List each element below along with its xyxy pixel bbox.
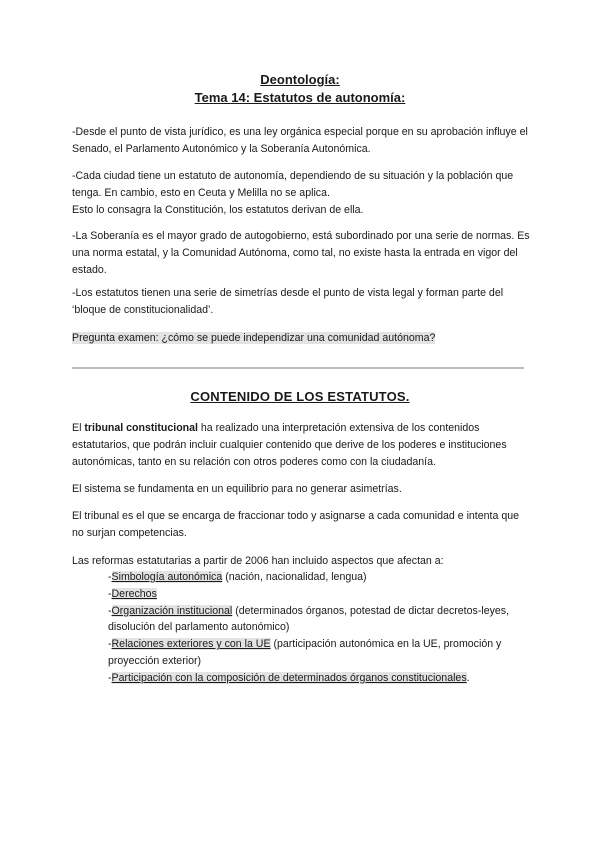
document-title: Deontología: [260, 72, 340, 87]
list-item-label: Participación con la composición de determinados órganos constitucionales [111, 671, 467, 684]
exam-question-text: Pregunta examen: ¿cómo se puede independizar una comunidad autónoma? [72, 332, 436, 344]
intro-paragraph-2-line-a: -Cada ciudad tiene un estatuto de autonomía, dependiendo de su situación y la población que tenga. En cambio, esto en Ceuta y Melilla no se aplica. [72, 170, 514, 199]
list-dash: - [108, 571, 112, 583]
tribunal-constitucional-term: tribunal constitucional [84, 422, 198, 434]
list-item [108, 636, 548, 670]
section-heading: CONTENIDO DE LOS ESTATUTOS. [190, 389, 410, 404]
list-item-label: Relaciones exteriores y con la UE [111, 638, 271, 651]
section-paragraph-1 [72, 420, 532, 470]
list-item-label: Organización institucional [111, 604, 233, 617]
list-item [108, 603, 548, 637]
list-item-detail: (participación autonómica en la UE, promoción y proyección exterior) [108, 638, 502, 667]
section-divider [72, 367, 524, 369]
list-item [108, 586, 548, 603]
intro-paragraph-4: -Los estatutos tienen una serie de simetrías desde el punto de vista legal y forman parte del ‘bloque de constitucionalidad’. [72, 287, 504, 316]
list-dash: - [108, 604, 112, 617]
intro-paragraph-3: -La Soberanía es el mayor grado de autogobierno, está subordinado por una serie de normas. Es una norma estatal, y la Comunidad Autónoma, como tal, no existe hasta la entrada en vigor del estado. [72, 230, 530, 276]
exam-question [72, 330, 532, 347]
list-item-detail: (nación, nacionalidad, lengua) [222, 571, 367, 583]
list-dash: - [108, 587, 112, 600]
section-paragraph-1-prefix: El [72, 422, 85, 434]
section-paragraph-4: Las reformas estatutarias a partir de 2006 han incluido aspectos que afectan a: [72, 555, 444, 567]
list-item-detail: . [466, 671, 470, 684]
section-paragraph-3: El tribunal es el que se encarga de fraccionar todo y asignarse a cada comunidad e intenta que no surjan competencias. [72, 510, 519, 539]
section-paragraph-1-rest: ha realizado una interpretación extensiva de los contenidos estatutarios, que podrán incluir cualquier contenido que derive de los poderes e instituciones autonómicas, tanto en su relación con otros poderes como con la ciudadanía. [72, 422, 507, 468]
list-item-label: Derechos [111, 587, 157, 600]
reform-aspects-list [72, 569, 548, 687]
list-item-label: Simbología autonómica [111, 571, 223, 583]
document-subtitle: Tema 14: Estatutos de autonomía: [194, 90, 406, 105]
section-paragraph-2: El sistema se fundamenta en un equilibrio para no generar asimetrías. [72, 483, 402, 495]
list-item-detail: (determinados órganos, potestad de dictar decretos-leyes, disolución del parlamento autonómico) [108, 604, 510, 634]
list-item [108, 569, 548, 586]
intro-paragraph-1: -Desde el punto de vista jurídico, es una ley orgánica especial porque en su aprobación influye el Senado, el Parlamento Autonómico y la Soberanía Autonómica. [72, 126, 528, 155]
intro-paragraph-2-line-b: Esto lo consagra la Constitución, los estatutos derivan de ella. [72, 203, 364, 216]
list-dash: - [108, 671, 112, 684]
list-dash: - [108, 638, 112, 651]
intro-paragraph-2 [72, 168, 532, 218]
list-item [108, 670, 548, 687]
